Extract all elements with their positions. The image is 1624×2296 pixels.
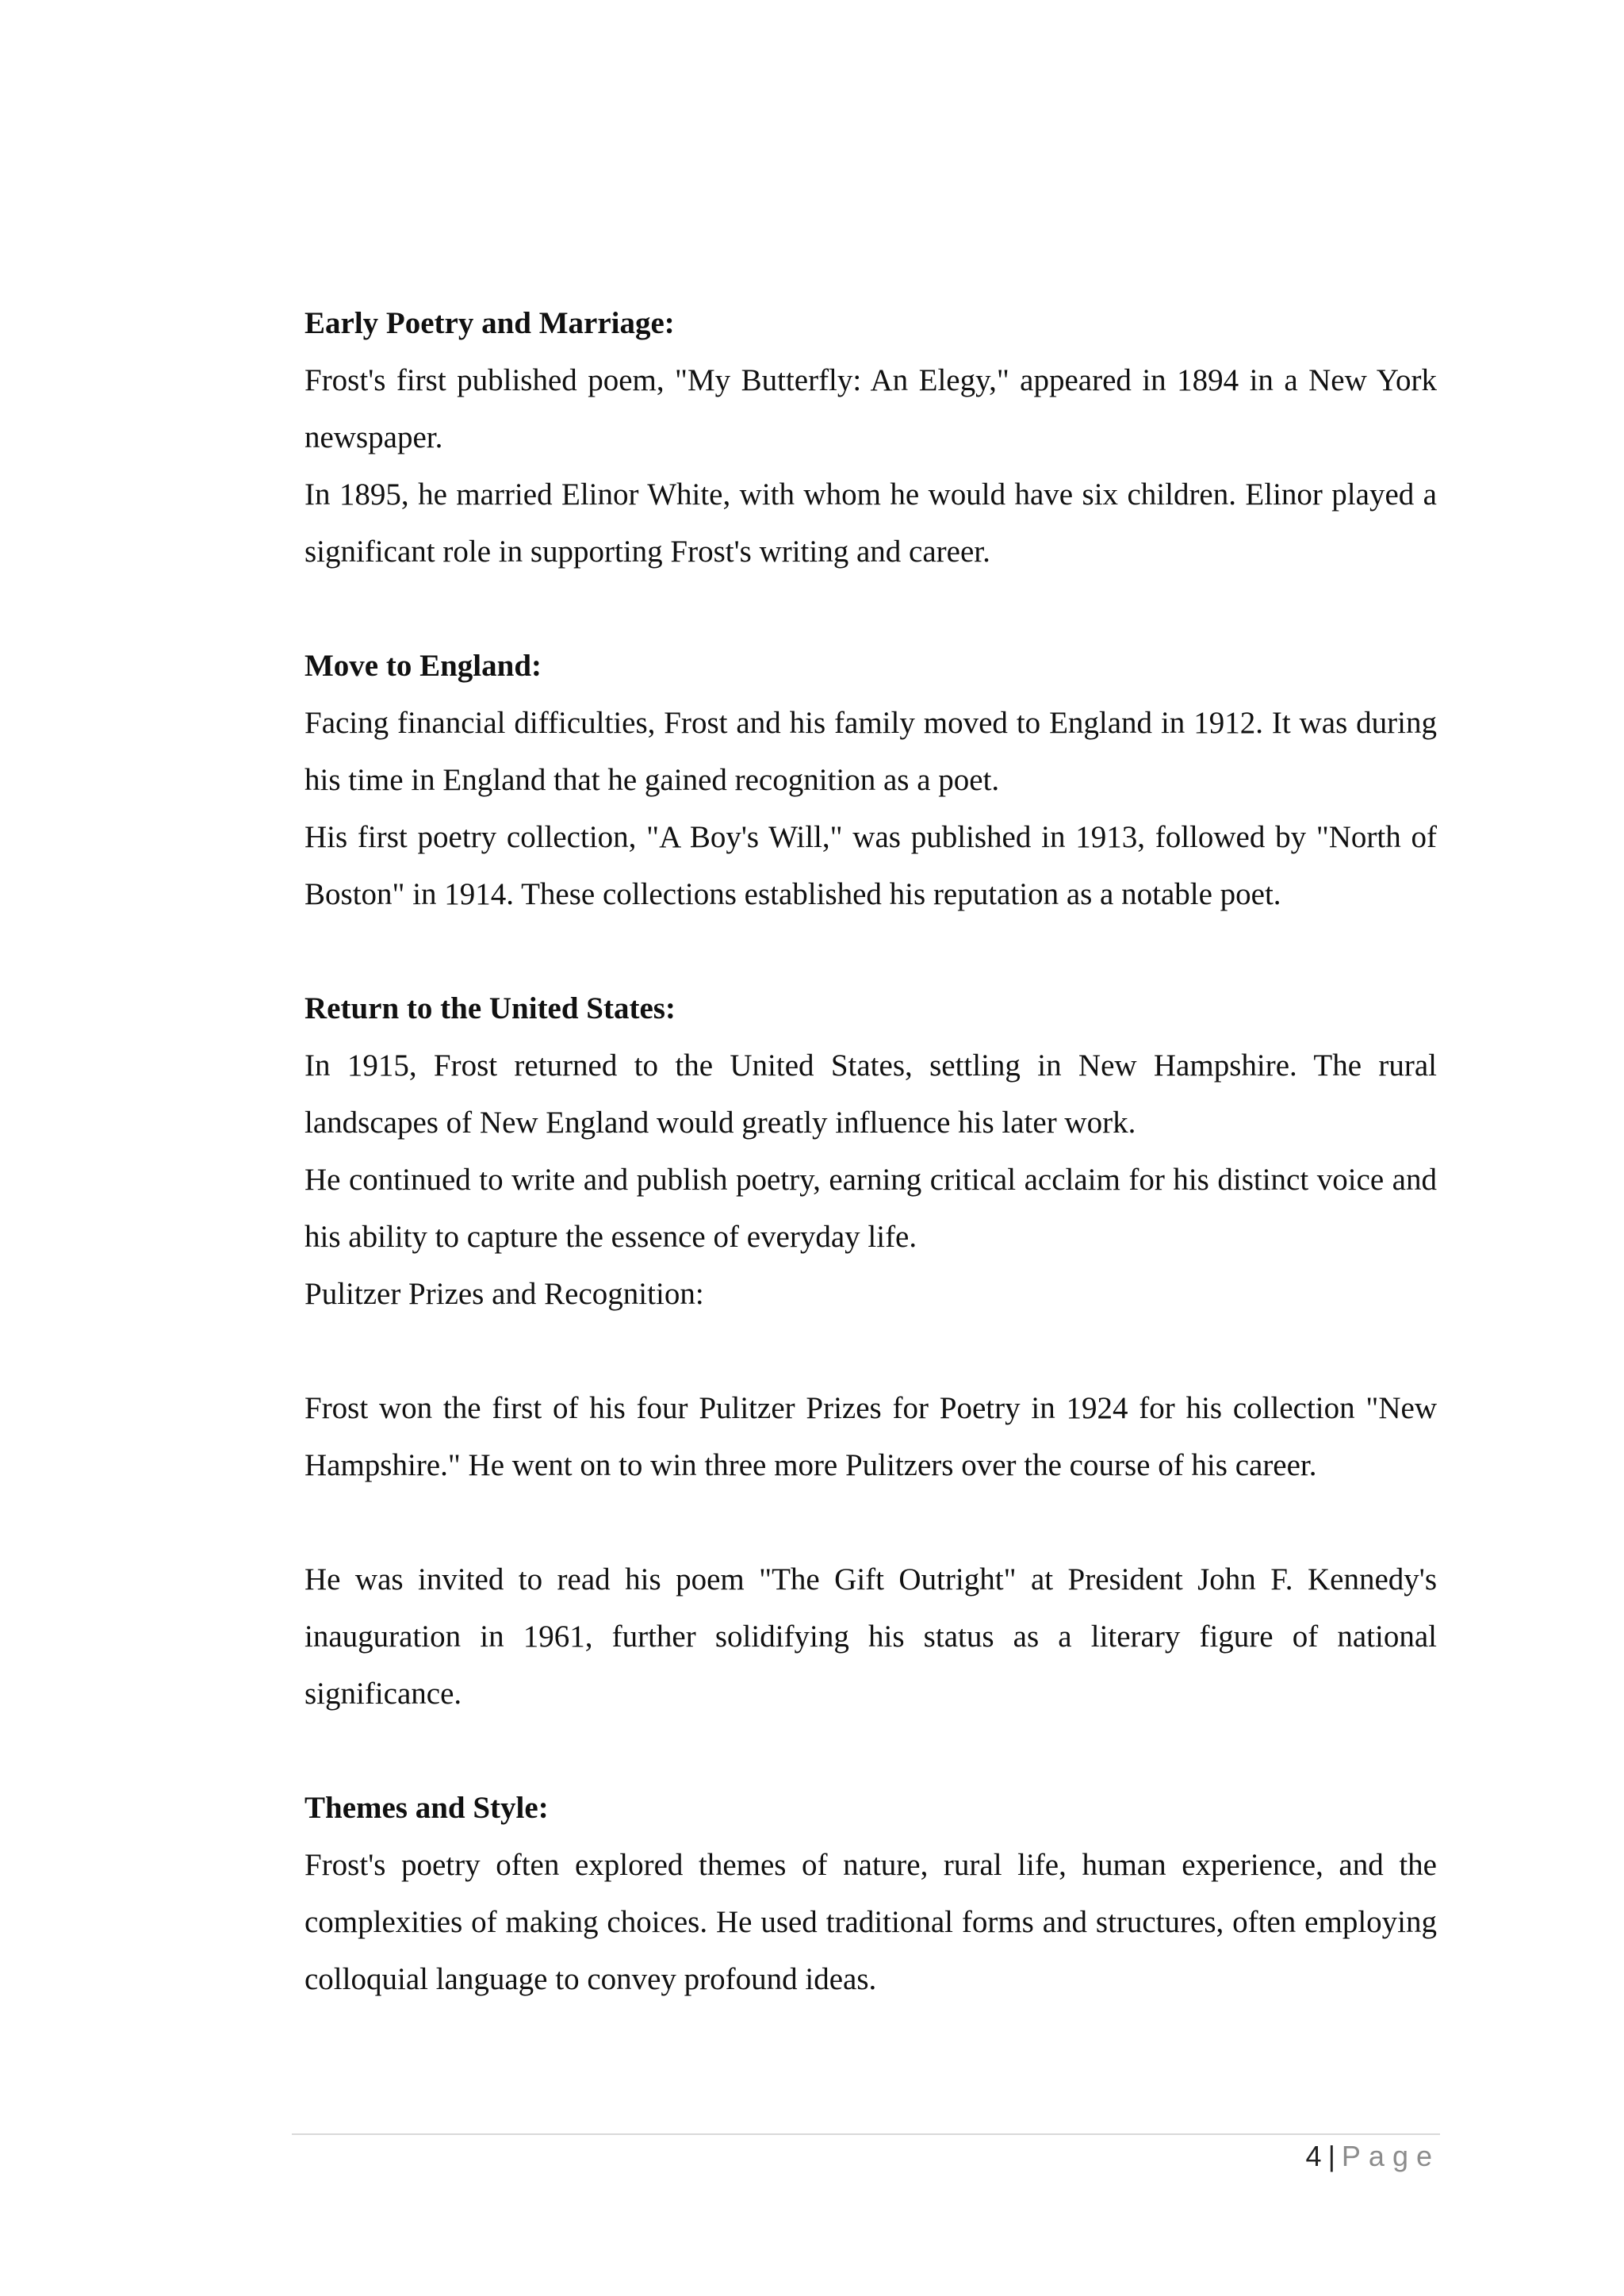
spacer xyxy=(304,1723,1437,1780)
footer-separator: | xyxy=(1327,2140,1335,2172)
section-heading-early-poetry: Early Poetry and Marriage: xyxy=(304,306,675,340)
spacer xyxy=(304,923,1437,980)
section-heading-move-to-england: Move to England: xyxy=(304,649,542,683)
paragraph: Frost's first published poem, "My Butterfly: An Elegy," appeared in 1894 in a New York newspaper. xyxy=(304,363,1437,454)
spacer xyxy=(304,1494,1437,1551)
footer-divider xyxy=(292,2133,1440,2135)
subheading-plain: Pulitzer Prizes and Recognition: xyxy=(304,1277,704,1311)
paragraph: Frost's poetry often explored themes of nature, rural life, human experience, and the complexities of making choices. He used traditional forms and structures, often employing colloquial language to convey profound ideas. xyxy=(304,1848,1437,1996)
page-content xyxy=(304,295,1437,2008)
spacer xyxy=(304,1323,1437,1380)
spacer xyxy=(304,581,1437,638)
section-heading-return-to-us: Return to the United States: xyxy=(304,991,676,1025)
paragraph: His first poetry collection, "A Boy's Will," was published in 1913, followed by "North of Boston" in 1914. These collections established his reputation as a notable poet. xyxy=(304,820,1437,911)
page-footer xyxy=(1306,2139,1440,2174)
paragraph: He continued to write and publish poetry, earning critical acclaim for his distinct voice and his ability to capture the essence of everyday life. xyxy=(304,1163,1437,1254)
section-heading-themes-and-style: Themes and Style: xyxy=(304,1791,549,1825)
paragraph: Facing financial difficulties, Frost and his family moved to England in 1912. It was during his time in England that he gained recognition as a poet. xyxy=(304,706,1437,797)
paragraph: Frost won the first of his four Pulitzer Prizes for Poetry in 1924 for his collection "New Hampshire." He went on to win three more Pulitzers over the course of his career. xyxy=(304,1391,1437,1482)
paragraph: In 1895, he married Elinor White, with whom he would have six children. Elinor played a significant role in supporting Frost's writing and career. xyxy=(304,477,1437,569)
page-number: 4 xyxy=(1305,2140,1322,2172)
paragraph: He was invited to read his poem "The Gift Outright" at President John F. Kennedy's inauguration in 1961, further solidifying his status as a literary figure of national significance. xyxy=(304,1562,1437,1711)
page-label: Page xyxy=(1341,2140,1440,2172)
paragraph: In 1915, Frost returned to the United States, settling in New Hampshire. The rural landscapes of New England would greatly influence his later work. xyxy=(304,1048,1437,1140)
